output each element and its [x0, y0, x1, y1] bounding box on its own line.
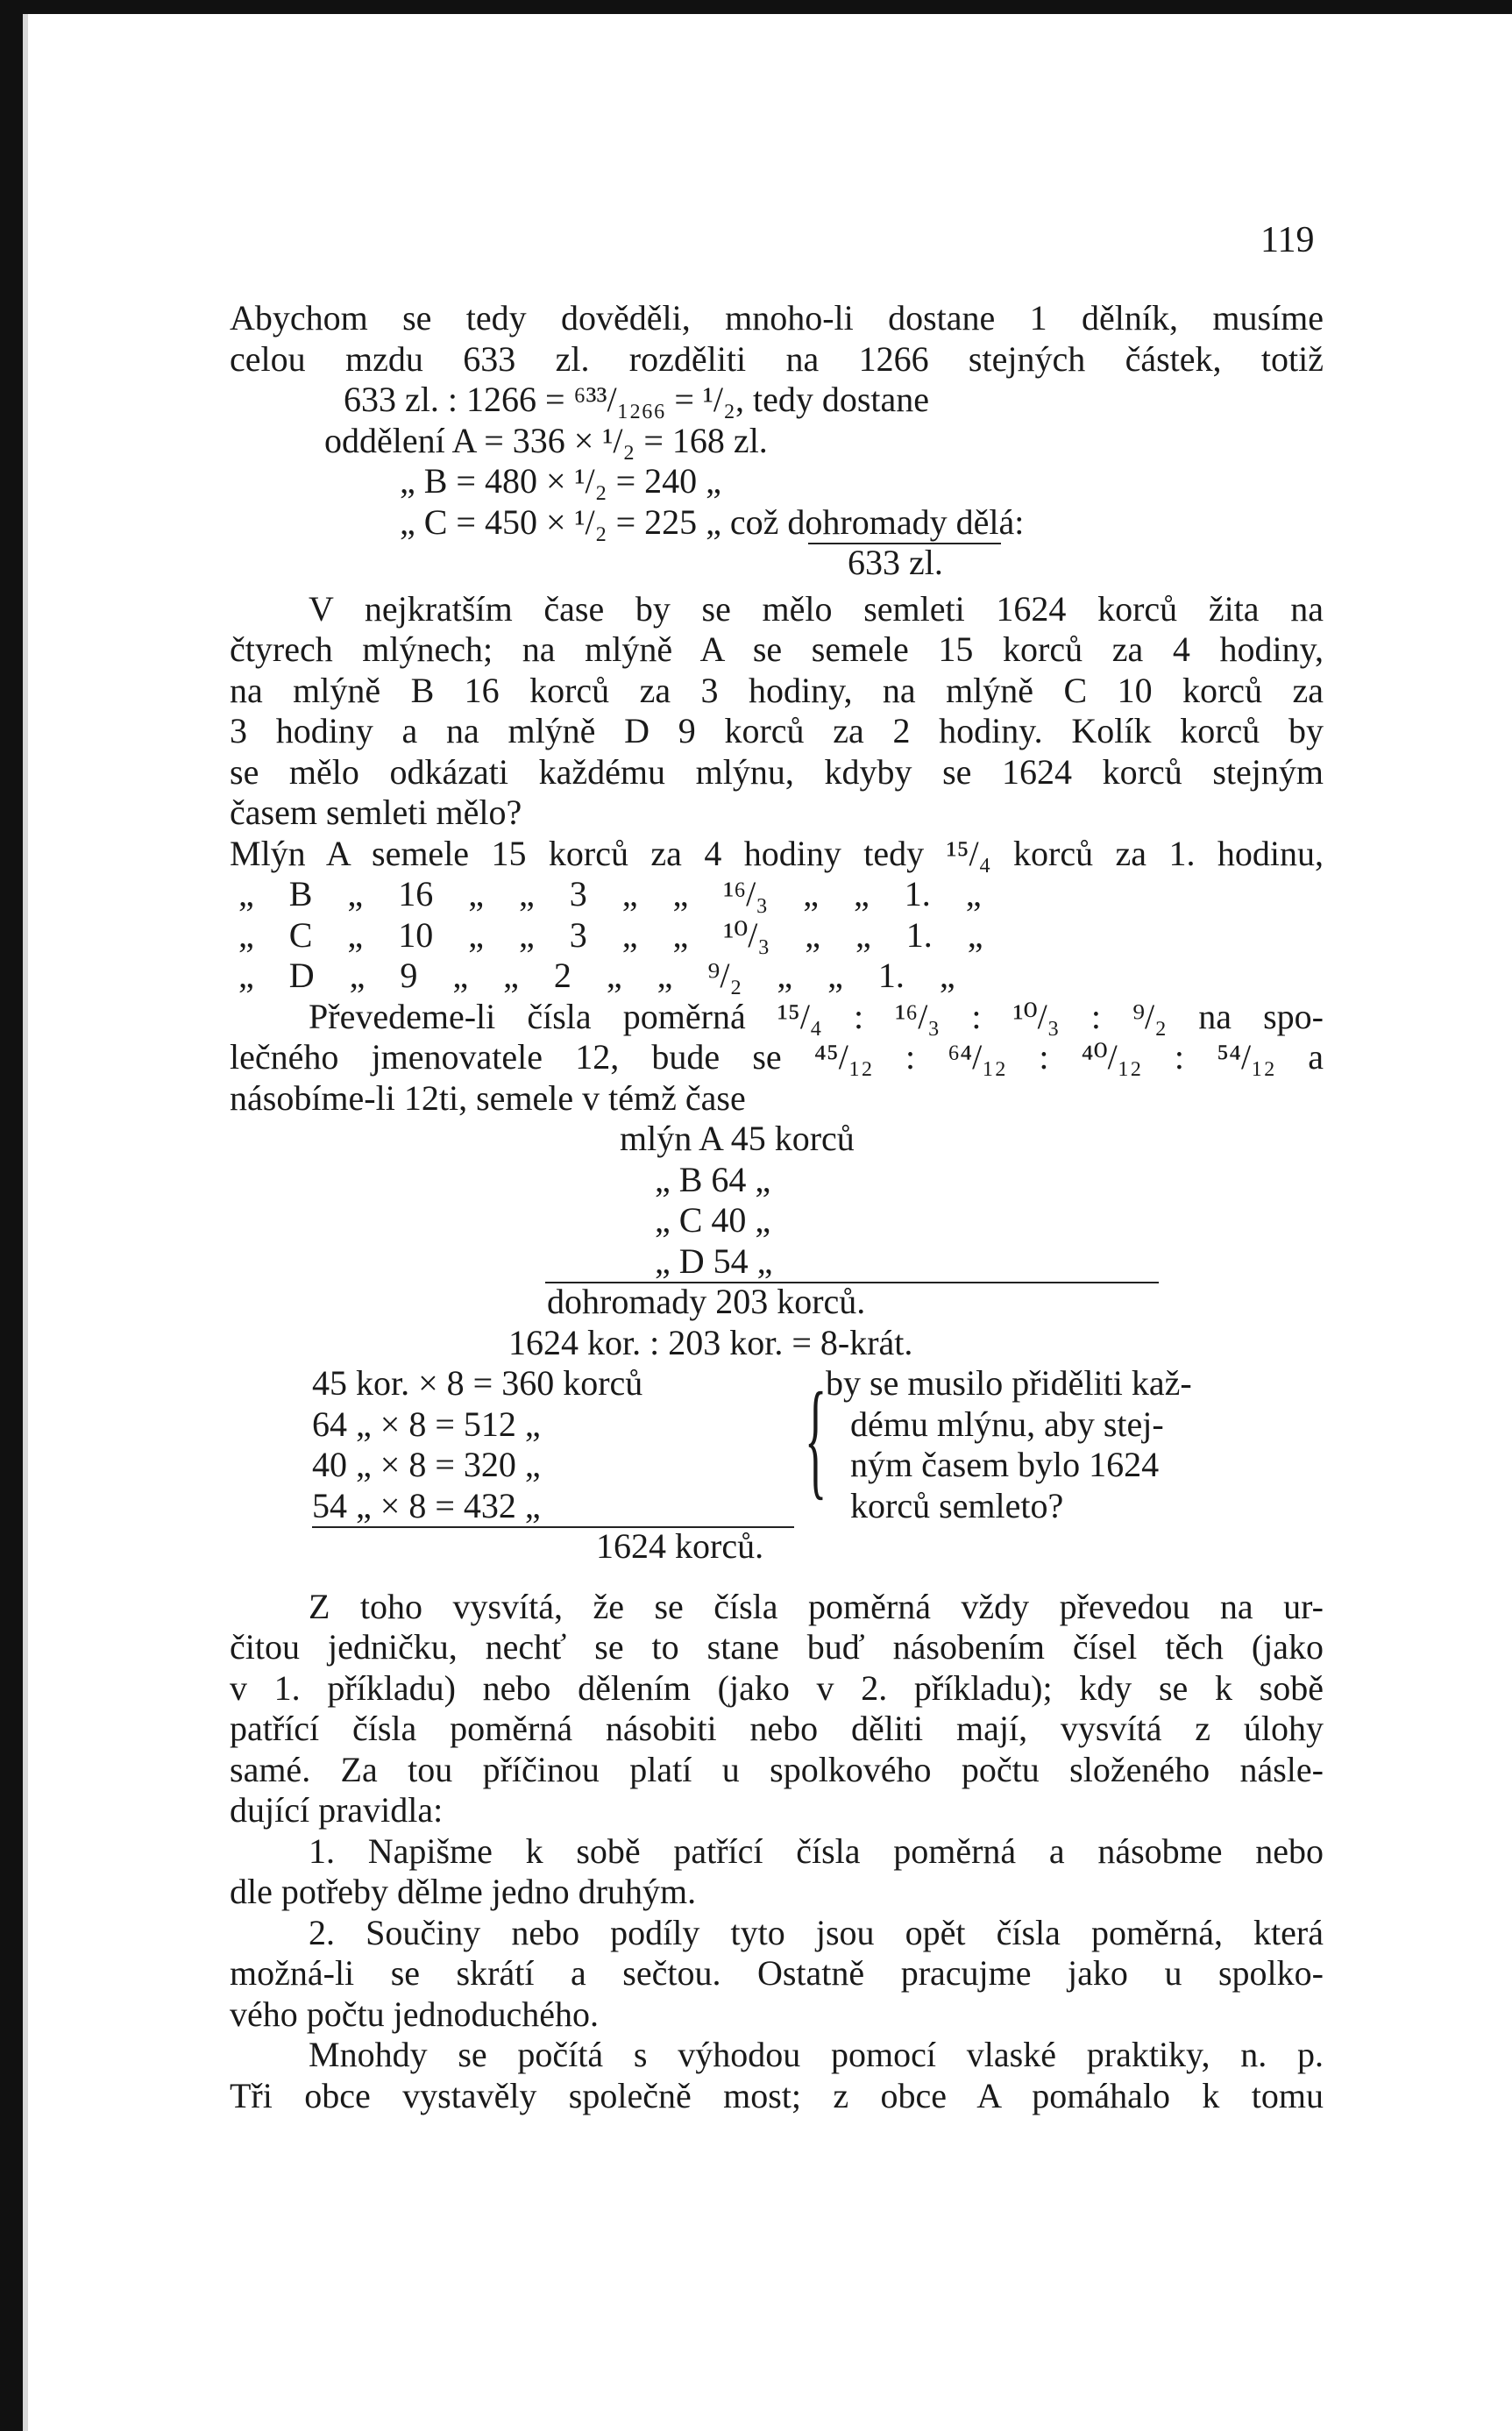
calc-total: 633 zl.: [848, 543, 943, 582]
conclusion-line-6: dující pravidla:: [230, 1790, 444, 1830]
problem-line-6: časem semleti mělo?: [230, 793, 522, 832]
mill-row-d: „ D 54 „: [655, 1240, 773, 1281]
products-total: 1624 korců.: [596, 1526, 764, 1566]
conclusion-line-4: patřící čísla poměrná násobiti nebo děliti mají, vysvítá z úlohy: [230, 1709, 1324, 1748]
problem-line-5: se mělo odkázati každému mlýnu, kdyby se 1624 korců stejným: [230, 751, 1324, 792]
product-row-4: 54 „ × 8 = 432 „: [312, 1485, 541, 1525]
curly-brace: {: [805, 1366, 827, 1511]
convert-line-2: lečného jmenovatele 12, bude se ⁴⁵/₁₂ : ⁶⁴/₁₂ : ⁴⁰/₁₂ : ⁵⁴/₁₂ a: [230, 1037, 1324, 1077]
convert-line-1: Převedeme-li čísla poměrná ¹⁵/₄ : ¹⁶/₃ : ¹⁰/₃ : ⁹/₂ na spo-: [309, 996, 1324, 1036]
brace-text-2: dému mlýnu, aby stej-: [850, 1404, 1164, 1444]
intro-line-1: Abychom se tedy dověděli, mnoho-li dostane 1 dělník, musíme: [230, 298, 1324, 338]
page-number: 119: [1260, 220, 1315, 260]
conclusion-line-1: Z toho vysvítá, že se čísla poměrná vždy převedou na ur-: [309, 1586, 1324, 1626]
conclusion-line-3: v 1. příkladu) nebo dělením (jako v 2. příkladu); kdy se k sobě: [230, 1667, 1324, 1708]
rule-2-line-1: 2. Součiny nebo podíly tyto jsou opět čísla poměrná, která: [309, 1912, 1324, 1952]
product-row-1: 45 kor. × 8 = 360 korců: [312, 1363, 643, 1403]
rate-line-c: „ C „ 10 „ „ 3 „ „ ¹⁰/₃ „ „ 1. „: [238, 914, 983, 955]
scan-border-top: [0, 0, 1512, 14]
rule-2-line-3: vého počtu jednoduchého.: [230, 1994, 599, 2034]
mill-row-b: „ B 64 „: [655, 1159, 771, 1199]
calc-line-3: „ B = 480 × ¹/₂ = 240 „: [400, 461, 721, 501]
problem-line-4: 3 hodiny a na mlýně D 9 korců za 2 hodiny. Kolík korců by: [230, 711, 1324, 750]
closing-line-2: Tři obce vystavěly společně most; z obce A pomáhalo k tomu: [230, 2075, 1324, 2115]
mill-row-a: mlýn A 45 korců: [620, 1119, 855, 1158]
conclusion-line-2: čitou jedničku, nechť se to stane buď násobením čísel těch (jako: [230, 1627, 1324, 1667]
calc-line-4: „ C = 450 × ¹/₂ = 225 „ což dohromady dělá:: [400, 501, 1025, 542]
products-block: [230, 1363, 1324, 1526]
mill-row-c: „ C 40 „: [655, 1200, 771, 1240]
mills-total: dohromady 203 korců.: [547, 1282, 866, 1321]
brace-text-4: korců semleto?: [850, 1485, 1064, 1525]
rule-1-line-2: dle potřeby dělme jedno druhým.: [230, 1872, 697, 1911]
calc-line-1: 633 zl. : 1266 = ⁶³³/₁₂₆₆ = ¹/₂, tedy dostane: [344, 380, 930, 419]
rate-line-a: Mlýn A semele 15 korců za 4 hodiny tedy ¹⁵/₄ korců za 1. hodinu,: [230, 833, 1324, 873]
rate-line-b: „ B „ 16 „ „ 3 „ „ ¹⁶/₃ „ „ 1. „: [238, 874, 982, 913]
rule-2-line-2: možná-li se skrátí a sečtou. Ostatně pracujme jako u spolko-: [230, 1953, 1324, 1993]
product-row-2: 64 „ × 8 = 512 „: [312, 1404, 541, 1444]
convert-line-3: násobíme-li 12ti, semele v témž čase: [230, 1077, 746, 1118]
rule-1-line-1: 1. Napišme k sobě patřící čísla poměrná a násobme nebo: [309, 1830, 1324, 1871]
conclusion-line-5: samé. Za tou příčinou platí u spolkového počtu složeného násle-: [230, 1749, 1324, 1789]
problem-line-2: čtyrech mlýnech; na mlýně A se semele 15 korců za 4 hodiny,: [230, 629, 1324, 669]
problem-line-3: na mlýně B 16 korců za 3 hodiny, na mlýně C 10 korců za: [230, 670, 1324, 710]
scan-border-left: [0, 0, 23, 2431]
ratio-line: 1624 kor. : 203 kor. = 8-krát.: [508, 1322, 913, 1362]
scan-border-edge: [23, 14, 28, 2431]
intro-line-2: celou mzdu 633 zl. rozděliti na 1266 stejných částek, totiž: [230, 338, 1324, 379]
page-body: [230, 210, 1324, 2116]
brace-text-3: ným časem bylo 1624: [850, 1445, 1160, 1484]
brace-text-1: by se musilo přiděliti kaž-: [826, 1363, 1192, 1403]
product-row-3: 40 „ × 8 = 320 „: [312, 1445, 541, 1484]
calc-line-2: oddělení A = 336 × ¹/₂ = 168 zl.: [324, 420, 768, 460]
rate-line-d: „ D „ 9 „ „ 2 „ „ ⁹/₂ „ „ 1. „: [238, 956, 955, 995]
closing-line-1: Mnohdy se počítá s výhodou pomocí vlaské praktiky, n. p.: [309, 2035, 1324, 2074]
problem-line-1: V nejkratším čase by se mělo semleti 1624 korců žita na: [309, 588, 1324, 629]
